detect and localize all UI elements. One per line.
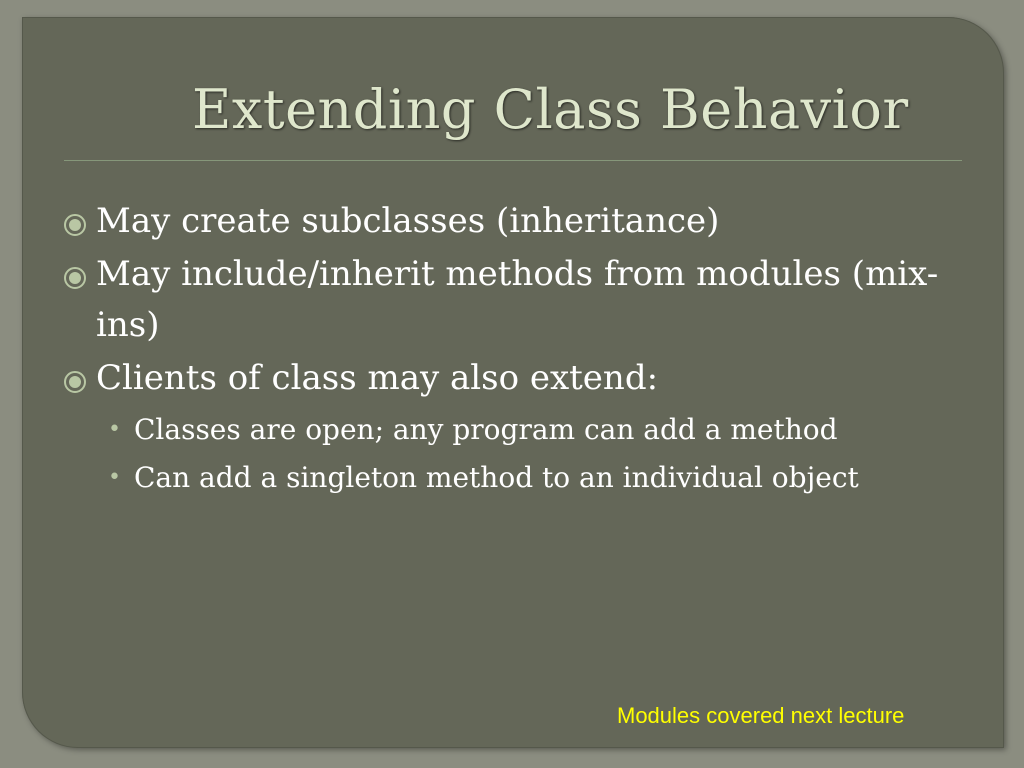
bullet-item	[62, 249, 942, 351]
bullet-circle-icon	[62, 369, 88, 395]
sub-bullet-text: Classes are open; any program can add a method	[134, 413, 838, 446]
sub-bullet-text: Can add a singleton method to an individual object	[134, 461, 859, 494]
sub-bullet-item	[62, 408, 942, 452]
bullet-circle-icon	[62, 265, 88, 291]
bullet-circle-icon	[62, 212, 88, 238]
bullet-text: May include/inherit methods from modules (mix-ins)	[96, 254, 939, 345]
slide-title: Extending Class Behavior	[192, 78, 909, 141]
slide-content	[62, 196, 942, 500]
footnote: Modules covered next lecture	[617, 703, 905, 728]
bullet-dot-icon: •	[108, 465, 121, 490]
bullet-text: Clients of class may also extend:	[96, 358, 659, 398]
bullet-dot-icon: •	[108, 417, 121, 442]
bullet-text: May create subclasses (inheritance)	[96, 201, 720, 241]
sub-bullet-item	[62, 456, 942, 500]
title-divider	[64, 160, 962, 161]
bullet-item	[62, 196, 942, 247]
bullet-item	[62, 353, 942, 404]
